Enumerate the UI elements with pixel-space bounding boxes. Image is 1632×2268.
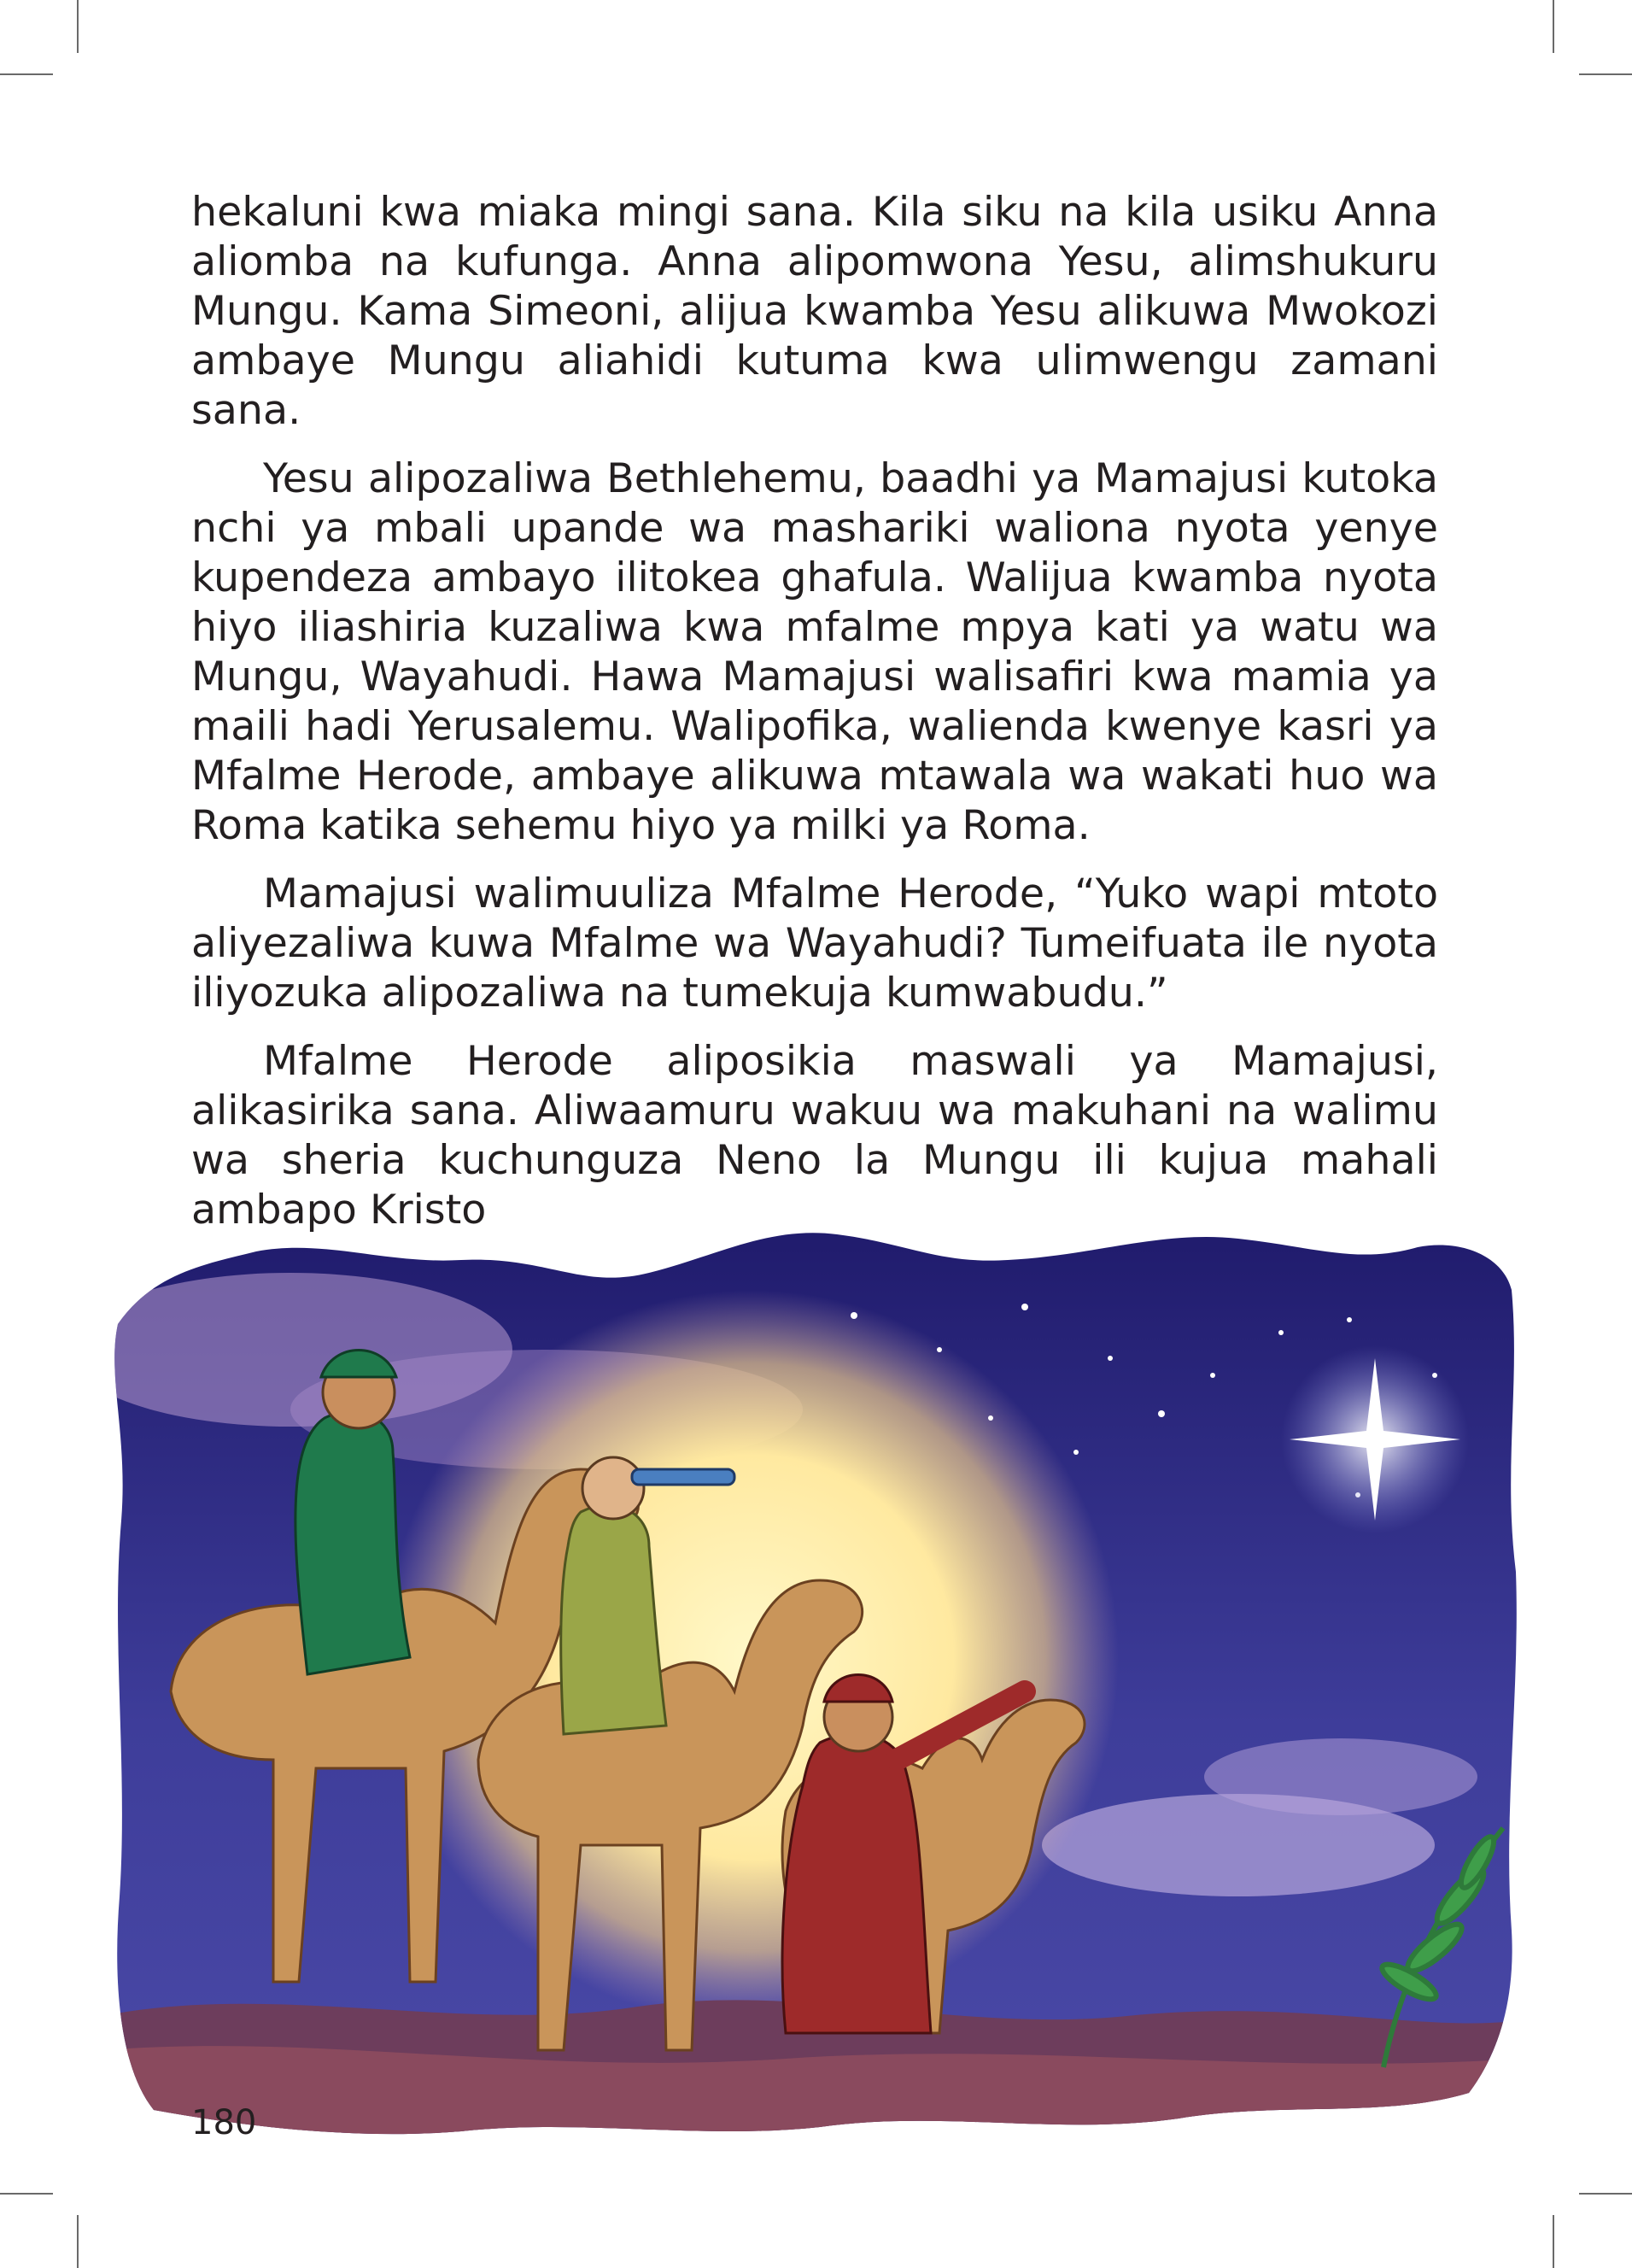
crop-mark bbox=[77, 0, 79, 53]
wise-men-illustration bbox=[102, 1213, 1520, 2144]
paragraph: Mamajusi walimuuliza Mfalme Herode, “Yuko wapi mtoto aliyezaliwa kuwa Mfalme wa Wayahudi? Tumeifuata ile nyota iliyozuka alipozaliwa na tumekuja kumwabudu.” bbox=[191, 870, 1438, 1017]
crop-mark bbox=[1553, 2215, 1554, 2268]
crop-mark bbox=[77, 2215, 79, 2268]
crop-mark bbox=[0, 73, 53, 75]
rider-green bbox=[295, 1411, 410, 1674]
crop-mark bbox=[1579, 2193, 1632, 2195]
crop-mark bbox=[1579, 73, 1632, 75]
paragraph: Yesu alipozaliwa Bethlehemu, baadhi ya Mamajusi kutoka nchi ya mbali upande wa mashariki waliona nyota yenye kupendeza ambayo ilitokea ghafula. Walijua kwamba nyota hiyo iliashiria kuzaliwa kwa mfalme mpya kati ya watu wa Mungu, Wayahudi. Hawa Mamajusi walisafiri kwa mamia ya maili hadi Yerusalemu. Walipofika, walienda kwenye kasri ya Mfalme Herode, ambaye alikuwa mtawala wa wakati huo wa Roma katika sehemu hiyo ya milki ya Roma. bbox=[191, 455, 1438, 849]
crop-mark bbox=[0, 2193, 53, 2195]
page-number: 180 bbox=[191, 2103, 257, 2142]
rider-red bbox=[782, 1734, 931, 2033]
crop-mark bbox=[1553, 0, 1554, 53]
paragraph: Mfalme Herode aliposikia maswali ya Mamajusi, alikasirika sana. Aliwaamuru wakuu wa makuhani na walimu wa sheria kuchunguza Neno la Mungu ili kujua mahali ambapo Kristo bbox=[191, 1038, 1438, 1234]
body-text bbox=[191, 188, 1438, 1254]
paragraph: hekaluni kwa miaka mingi sana. Kila siku na kila usiku Anna aliomba na kufunga. Anna alipomwona Yesu, alimshukuru Mungu. Kama Simeoni, alijua kwamba Yesu alikuwa Mwokozi ambaye Mungu aliahidi kutuma kwa ulimwengu zamani sana. bbox=[191, 189, 1438, 434]
